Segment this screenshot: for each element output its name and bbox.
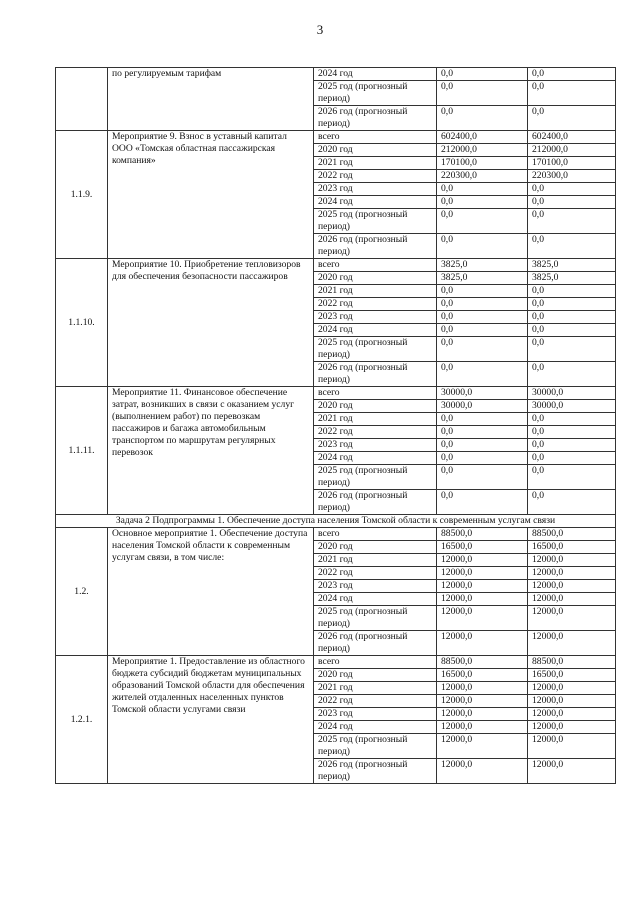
- period-cell: 2026 год (прогнозный период): [314, 106, 437, 131]
- table-row: [56, 131, 616, 144]
- value-cell: 12000,0: [437, 682, 528, 695]
- value-cell: 12000,0: [528, 554, 616, 567]
- table-row: [56, 387, 616, 400]
- value-cell: 602400,0: [528, 131, 616, 144]
- value-cell: 88500,0: [437, 656, 528, 669]
- value-cell: 12000,0: [437, 593, 528, 606]
- budget-table: [55, 67, 616, 784]
- period-cell: всего: [314, 528, 437, 541]
- value-cell: 0,0: [528, 465, 616, 490]
- value-cell: 0,0: [528, 452, 616, 465]
- value-cell: 12000,0: [437, 554, 528, 567]
- period-cell: 2021 год: [314, 285, 437, 298]
- value-cell: 0,0: [528, 285, 616, 298]
- task-heading: Задача 2 Подпрограммы 1. Обеспечение доступа населения Томской области к современным услугам связи: [56, 515, 616, 528]
- value-cell: 88500,0: [528, 528, 616, 541]
- value-cell: 12000,0: [437, 734, 528, 759]
- value-cell: 0,0: [528, 209, 616, 234]
- value-cell: 12000,0: [437, 759, 528, 784]
- value-cell: 170100,0: [528, 157, 616, 170]
- item-description: Мероприятие 1. Предоставление из областного бюджета субсидий бюджетам муниципальных образований Томской области для обеспечения жителей отдаленных населенных пунктов Томской области услугами связи: [108, 656, 314, 784]
- value-cell: 12000,0: [437, 631, 528, 656]
- value-cell: 0,0: [437, 81, 528, 106]
- value-cell: 12000,0: [437, 708, 528, 721]
- value-cell: 0,0: [528, 426, 616, 439]
- value-cell: 12000,0: [528, 580, 616, 593]
- table-row: [56, 656, 616, 669]
- value-cell: 0,0: [437, 183, 528, 196]
- value-cell: 0,0: [437, 285, 528, 298]
- value-cell: 12000,0: [528, 695, 616, 708]
- value-cell: 3825,0: [528, 259, 616, 272]
- value-cell: 3825,0: [437, 259, 528, 272]
- item-number: [56, 68, 108, 131]
- value-cell: 0,0: [528, 490, 616, 515]
- value-cell: 0,0: [528, 413, 616, 426]
- value-cell: 0,0: [437, 196, 528, 209]
- value-cell: 220300,0: [437, 170, 528, 183]
- period-cell: 2021 год: [314, 682, 437, 695]
- value-cell: 30000,0: [528, 387, 616, 400]
- period-cell: 2023 год: [314, 311, 437, 324]
- value-cell: 12000,0: [437, 580, 528, 593]
- period-cell: 2023 год: [314, 439, 437, 452]
- page-number: 3: [316, 22, 324, 37]
- period-cell: 2020 год: [314, 400, 437, 413]
- value-cell: 0,0: [437, 311, 528, 324]
- value-cell: 0,0: [437, 426, 528, 439]
- value-cell: 16500,0: [437, 541, 528, 554]
- value-cell: 12000,0: [437, 606, 528, 631]
- period-cell: 2024 год: [314, 68, 437, 81]
- item-description: Основное мероприятие 1. Обеспечение доступа населения Томской области к современным услугам связи, в том числе:: [108, 528, 314, 656]
- value-cell: 12000,0: [528, 721, 616, 734]
- period-cell: 2025 год (прогнозный период): [314, 337, 437, 362]
- period-cell: 2023 год: [314, 708, 437, 721]
- value-cell: 212000,0: [437, 144, 528, 157]
- value-cell: 3825,0: [437, 272, 528, 285]
- value-cell: 0,0: [528, 81, 616, 106]
- value-cell: 0,0: [437, 106, 528, 131]
- value-cell: 0,0: [437, 452, 528, 465]
- period-cell: 2024 год: [314, 593, 437, 606]
- value-cell: 0,0: [528, 106, 616, 131]
- value-cell: 0,0: [437, 465, 528, 490]
- value-cell: 0,0: [437, 298, 528, 311]
- value-cell: 0,0: [528, 324, 616, 337]
- item-number: 1.1.9.: [56, 131, 108, 259]
- value-cell: 12000,0: [528, 593, 616, 606]
- value-cell: 0,0: [528, 196, 616, 209]
- period-cell: 2025 год (прогнозный период): [314, 209, 437, 234]
- item-number: 1.1.11.: [56, 387, 108, 515]
- period-cell: 2025 год (прогнозный период): [314, 606, 437, 631]
- period-cell: 2026 год (прогнозный период): [314, 759, 437, 784]
- period-cell: 2023 год: [314, 183, 437, 196]
- period-cell: 2022 год: [314, 170, 437, 183]
- period-cell: всего: [314, 259, 437, 272]
- value-cell: 12000,0: [528, 567, 616, 580]
- value-cell: 0,0: [528, 68, 616, 81]
- value-cell: 0,0: [437, 413, 528, 426]
- period-cell: 2020 год: [314, 669, 437, 682]
- period-cell: 2022 год: [314, 567, 437, 580]
- value-cell: 12000,0: [528, 759, 616, 784]
- value-cell: 0,0: [528, 439, 616, 452]
- value-cell: 0,0: [528, 362, 616, 387]
- value-cell: 88500,0: [528, 656, 616, 669]
- item-description: Мероприятие 10. Приобретение тепловизоров для обеспечения безопасности пассажиров: [108, 259, 314, 387]
- period-cell: 2021 год: [314, 413, 437, 426]
- period-cell: 2020 год: [314, 541, 437, 554]
- value-cell: 170100,0: [437, 157, 528, 170]
- table-row: [56, 259, 616, 272]
- period-cell: 2026 год (прогнозный период): [314, 234, 437, 259]
- value-cell: 0,0: [437, 337, 528, 362]
- value-cell: 16500,0: [528, 669, 616, 682]
- period-cell: 2025 год (прогнозный период): [314, 81, 437, 106]
- period-cell: 2023 год: [314, 580, 437, 593]
- value-cell: 3825,0: [528, 272, 616, 285]
- value-cell: 0,0: [437, 209, 528, 234]
- period-cell: 2026 год (прогнозный период): [314, 362, 437, 387]
- period-cell: 2024 год: [314, 721, 437, 734]
- value-cell: 0,0: [437, 490, 528, 515]
- value-cell: 12000,0: [528, 631, 616, 656]
- period-cell: всего: [314, 656, 437, 669]
- value-cell: 16500,0: [437, 669, 528, 682]
- table-row: [56, 528, 616, 541]
- period-cell: всего: [314, 387, 437, 400]
- value-cell: 12000,0: [437, 695, 528, 708]
- period-cell: 2026 год (прогнозный период): [314, 631, 437, 656]
- value-cell: 12000,0: [437, 567, 528, 580]
- item-number: 1.2.1.: [56, 656, 108, 784]
- period-cell: 2025 год (прогнозный период): [314, 465, 437, 490]
- value-cell: 0,0: [437, 324, 528, 337]
- period-cell: всего: [314, 131, 437, 144]
- value-cell: 16500,0: [528, 541, 616, 554]
- value-cell: 0,0: [528, 298, 616, 311]
- period-cell: 2022 год: [314, 426, 437, 439]
- item-number: 1.1.10.: [56, 259, 108, 387]
- item-description: по регулируемым тарифам: [108, 68, 314, 131]
- value-cell: 0,0: [528, 311, 616, 324]
- item-number: 1.2.: [56, 528, 108, 656]
- value-cell: 12000,0: [528, 606, 616, 631]
- task-row: [56, 515, 616, 528]
- period-cell: 2026 год (прогнозный период): [314, 490, 437, 515]
- value-cell: 0,0: [528, 234, 616, 259]
- period-cell: 2020 год: [314, 144, 437, 157]
- period-cell: 2022 год: [314, 298, 437, 311]
- period-cell: 2024 год: [314, 324, 437, 337]
- value-cell: 0,0: [528, 183, 616, 196]
- value-cell: 12000,0: [437, 721, 528, 734]
- table-row: [56, 68, 616, 81]
- period-cell: 2022 год: [314, 695, 437, 708]
- period-cell: 2024 год: [314, 196, 437, 209]
- period-cell: 2021 год: [314, 157, 437, 170]
- value-cell: 30000,0: [528, 400, 616, 413]
- value-cell: 0,0: [528, 337, 616, 362]
- period-cell: 2020 год: [314, 272, 437, 285]
- value-cell: 12000,0: [528, 734, 616, 759]
- value-cell: 12000,0: [528, 708, 616, 721]
- value-cell: 12000,0: [528, 682, 616, 695]
- period-cell: 2025 год (прогнозный период): [314, 734, 437, 759]
- period-cell: 2021 год: [314, 554, 437, 567]
- item-description: Мероприятие 11. Финансовое обеспечение затрат, возникших в связи с оказанием услуг (выполнением работ) по перевозкам пассажиров и багажа автомобильным транспортом по маршрутам регулярных перевозок: [108, 387, 314, 515]
- value-cell: 30000,0: [437, 387, 528, 400]
- value-cell: 0,0: [437, 362, 528, 387]
- value-cell: 30000,0: [437, 400, 528, 413]
- value-cell: 0,0: [437, 439, 528, 452]
- value-cell: 220300,0: [528, 170, 616, 183]
- value-cell: 602400,0: [437, 131, 528, 144]
- value-cell: 0,0: [437, 234, 528, 259]
- value-cell: 88500,0: [437, 528, 528, 541]
- item-description: Мероприятие 9. Взнос в уставный капитал ООО «Томская областная пассажирская компания»: [108, 131, 314, 259]
- period-cell: 2024 год: [314, 452, 437, 465]
- value-cell: 0,0: [437, 68, 528, 81]
- value-cell: 212000,0: [528, 144, 616, 157]
